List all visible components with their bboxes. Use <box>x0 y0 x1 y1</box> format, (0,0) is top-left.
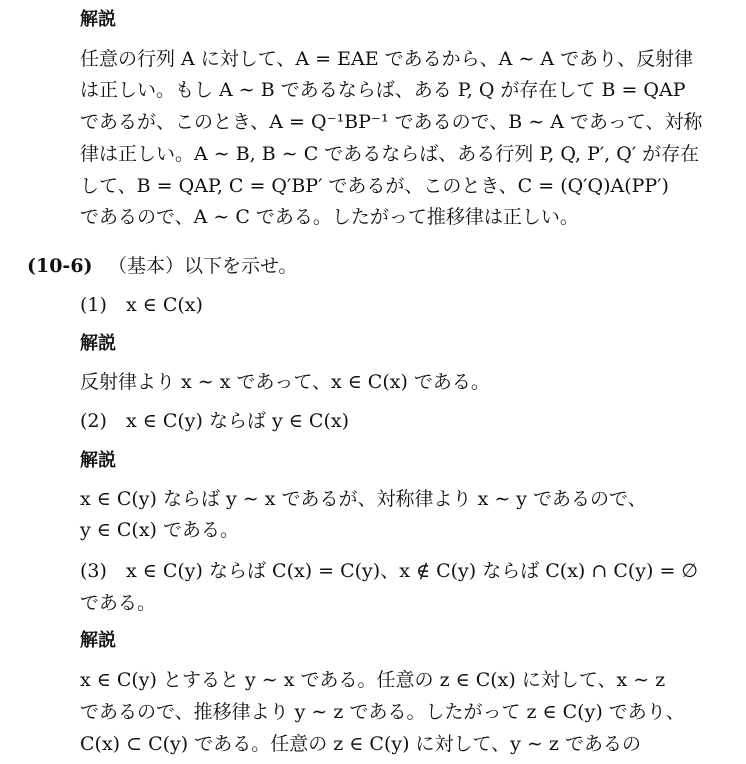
problem-statement: （基本）以下を示せ。 <box>108 255 298 277</box>
solution-line: x ∈ C(y) とすると y ∼ x である。任意の z ∈ C(x) に対して、x ∼ z <box>80 669 666 691</box>
item-statement-continuation: である。 <box>80 592 157 614</box>
solution-line: 任意の行列 A に対して、A = EAE であるから、A ∼ A であり、反射律 <box>80 48 694 70</box>
item-1 <box>80 292 203 318</box>
item-number: (2) <box>80 410 107 432</box>
solution-line: して、B = QAP, C = Q′BP′ であるが、このとき、C = (Q′Q)A(PP′) <box>80 175 669 197</box>
solution-line: 反射律より x ∼ x であって、x ∈ C(x) である。 <box>80 371 490 393</box>
solution-heading: 解説 <box>80 333 116 354</box>
solution-heading: 解説 <box>80 450 116 471</box>
solution-heading: 解説 <box>80 9 116 30</box>
solution-line: であるが、このとき、A = Q⁻¹BP⁻¹ であるので、B ∼ A であって、対称 <box>80 111 703 133</box>
solution-line: C(x) ⊂ C(y) である。任意の z ∈ C(y) に対して、y ∼ z であるの <box>80 733 641 755</box>
solution-line: x ∈ C(y) ならば y ∼ x であるが、対称律より x ∼ y であるので、 <box>80 488 647 510</box>
item-statement: x ∈ C(y) ならば y ∈ C(x) <box>126 410 349 432</box>
solution-line: であるので、A ∼ C である。したがって推移律は正しい。 <box>80 206 579 228</box>
solution-line: y ∈ C(x) である。 <box>80 519 239 541</box>
item-number: (1) <box>80 294 107 316</box>
solution-line: 律は正しい。A ∼ B, B ∼ C であるならば、ある行列 P, Q, P′, Q′ が存在 <box>80 143 700 165</box>
solution-heading: 解説 <box>80 630 116 651</box>
item-number: (3) <box>80 560 107 582</box>
problem-number: (10-6) <box>27 255 93 277</box>
solution-line: であるので、推移律より y ∼ z である。したがって z ∈ C(y) であり、 <box>80 701 685 723</box>
item-2 <box>80 408 349 434</box>
solution-line: は正しい。もし A ∼ B であるならば、ある P, Q が存在して B = QAP <box>80 79 686 101</box>
item-statement: x ∈ C(x) <box>126 294 203 316</box>
item-3 <box>80 558 698 584</box>
item-statement: x ∈ C(y) ならば C(x) = C(y)、x ∉ C(y) ならば C(x) ∩ C(y) = ∅ <box>126 560 698 582</box>
